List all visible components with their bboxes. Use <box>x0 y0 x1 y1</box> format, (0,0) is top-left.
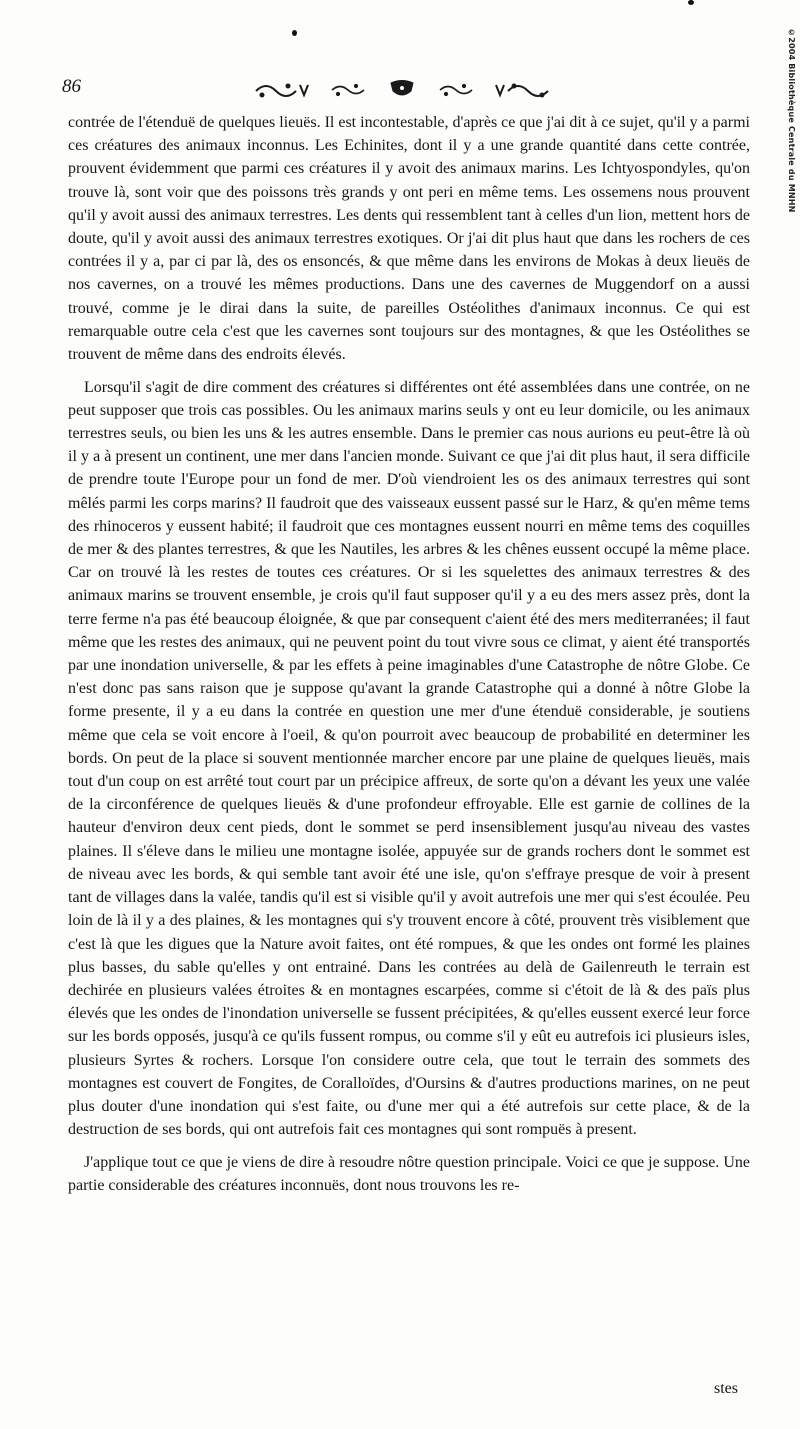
body-text <box>68 111 750 1197</box>
paragraph-3: J'applique tout ce que je viens de dire à resoudre nôtre question principale. Voici ce que je suppose. Une partie considerable des créatures inconnuës, dont nous trouvons les re- <box>68 1153 750 1194</box>
page-header <box>62 76 752 104</box>
ink-speck <box>292 30 297 36</box>
page-number: 86 <box>62 76 81 97</box>
catchword: stes <box>714 1380 738 1397</box>
ink-speck <box>688 0 694 5</box>
paragraph-2: Lorsqu'il s'agit de dire comment des créatures si différentes ont été assemblées dans une contrée, on ne peut supposer que trois cas possibles. Ou les animaux marins seuls y ont eu leur domicile, ou les animaux terrestres seuls, ou bien les uns & les autres ensemble. Dans le premier cas nous aurions eu peut-être là où il y a à present un continent, une mer dans l'ancien monde. Suivant ce que j'ai dit plus haut, il sera difficile de prendre toute l'Europe pour un fond de mer. D'où viendroient les os des animaux terrestres qui sont mêlés parmi les corps marins? Il faudroit que des vaisseaux eussent passé sur le Harz, & qu'en même tems des rhinoceros y eussent habité; il faudroit que ces montagnes eussent nourri en même tems des coquilles de mer & des plantes terrestres, & que les Nautiles, les arbres & les chênes eussent occupé la même place. Car on trouvé là les restes de toutes ces créatures. Or si les squelettes des animaux terrestres & des animaux marins se trouvent ensemble, je crois qu'il faut supposer qu'il y a eu des mers assez près, dont la terre ferme n'a pas été beaucoup éloignée, & que par consequent c'aient été des mers mediterranées; il faut même que les restes des animaux, qui ne peuvent point du tout vivre sous ce climat, y aient été transportés par une inondation universelle, & par les effets à peine imaginables d'une Catastrophe de nôtre Globe. Ce n'est donc pas sans raison que je suppose qu'avant la grande Catastrophe qui a donné à nôtre Globe la forme presente, il y a eu dans la contrée en question une mer d'une étenduë considerable, je soutiens même que cela se voit encore à l'oeil, & qu'on pourroit avec beaucoup de probabilité en determiner les bords. On peut de la place si souvent mentionnée marcher encore par une plaine de quelques lieuës, mais tout d'un coup on est arrêté tout court par un précipice affreux, de sorte qu'on a dévant les yeux une valée de la circonférence de quelques lieuës & d'une profondeur effroyable. Elle est garnie de collines de la hauteur d'environ deux cent pieds, dont le sommet se perd insensiblement jusqu'au niveau des vastes plaines. Il s'éleve dans le milieu une montagne isolée, appuyée sur de grands rochers dont le sommet est de niveau avec les bords, & qui semble tant avoir été une isle, qu'on s'effraye presque de voir à present tant de villages dans la valée, tandis qu'il est si visible qu'il y avoit autrefois une mer qui s'est écoulée. Peu loin de là il y a des plaines, & les montagnes qui s'y trouvent encore à côté, prouvent très visiblement que c'est là que les digues que la Nature avoit faites, ont été rompues, & que les ondes ont formé les plaines plus basses, du sable qu'elles y ont entrainé. Dans les contrées au delà de Gailenreuth le terrain est dechirée en plusieurs valées étroites & en montagnes escarpées, comme si c'étoit de là & des païs plus élevés que les ondes de l'inondation universelle se fussent précipitées, & qu'elles eussent exercé leur force sur les bords opposés, jusqu'à ce qu'ils fussent rompus, ou comme s'il y eût eu autrefois ici plusieurs isles, plusieurs Syrtes & rochers. Lorsque l'on considere outre cela, que tout le terrain des sommets des montagnes est couvert de Fongites, de Coralloïdes, d'Oursins & d'autres productions marines, on ne peut plus douter d'une inondation qui s'est faite, ou d'une mer qui a été autrefois sur cette place, & de la destruction de ses bords, qui ont autrefois fait ces montagnes qui sont rompuës à present. <box>68 378 750 1139</box>
paragraph-1: contrée de l'étenduë de quelques lieuës. Il est incontestable, d'après ce que j'ai dit à ce sujet, qu'il y a parmi ces créatures des animaux inconnus. Les Echinites, dont il y a une grande quantité dans cette contrée, prouvent évidemment que parmi ces créatures il y avoit des animaux marins. Les Ichtyospondyles, qu'on trouve là, sont voir que des poissons très grands y ont peri en même tems. Les ossemens nous prouvent qu'il y avoit aussi des animaux terrestres. Les dents qui ressemblent tant à celles d'un lion, mettent hors de doute, qu'il y avoit aussi des animaux terrestres exotiques. Or j'ai dit plus haut que dans les rochers de ces contrées il y a, par ci par là, des os ensoncés, & que même dans les environs de Mokas à deux lieuës de nos cavernes, on a trouvé les mêmes productions. Dans une des cavernes de Muggendorf on a aussi trouvé, comme je le dirai dans la suite, de pareilles Ostéolithes d'animaux inconnus. Ce qui est remarquable outre cela c'est que les cavernes sont toujours sur des montagnes, & que les Ostéolithes se trouvent de même dans des endroits élevés. <box>68 114 750 364</box>
library-credit: ©2004 Bibliothèque Centrale du MNHN <box>787 28 796 213</box>
printer-ornament-icon <box>252 79 552 101</box>
